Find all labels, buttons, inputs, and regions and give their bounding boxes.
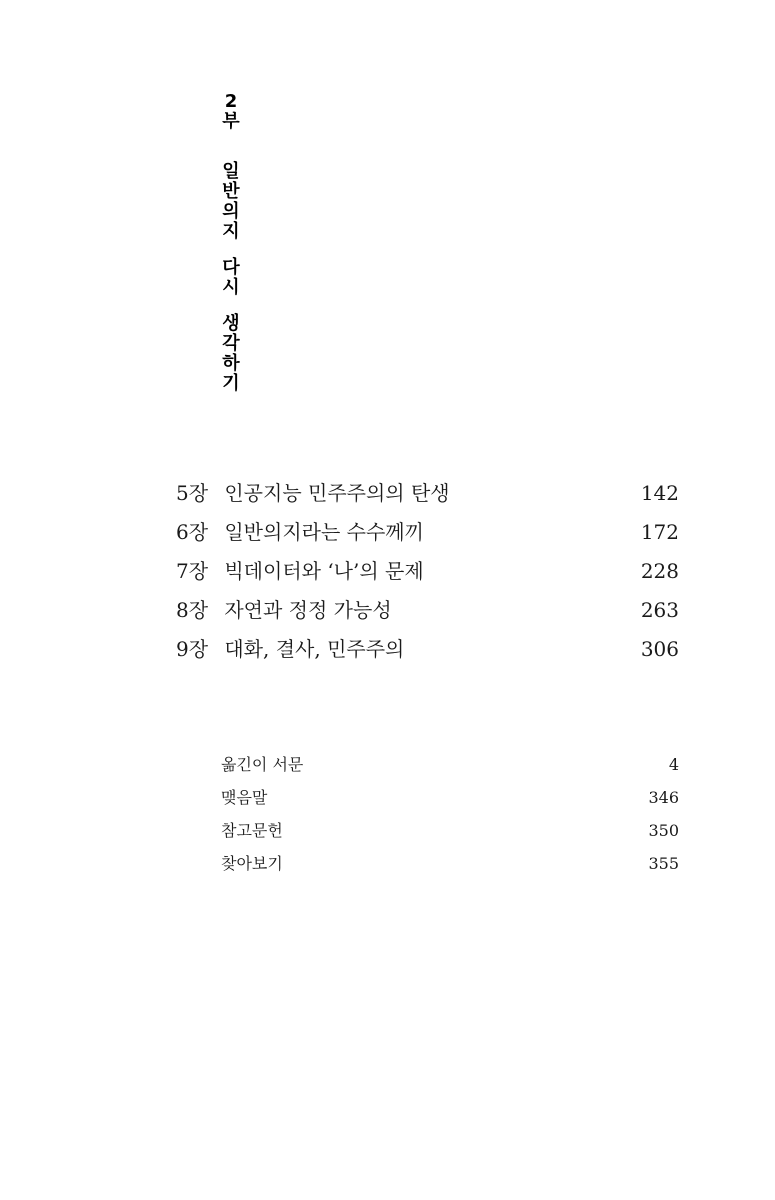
chapter-number: 7장: [176, 559, 209, 583]
back-matter-title: 찾아보기: [221, 854, 283, 873]
chapter-title: 인공지능 민주주의의 탄생: [224, 481, 450, 505]
chapter-number: 5장: [176, 481, 209, 505]
chapter-page: 228: [640, 559, 679, 583]
back-matter-list: [221, 752, 679, 884]
chapter-heading: [176, 478, 450, 508]
back-matter-title: 옮긴이 서문: [221, 755, 304, 774]
back-matter-page: 350: [648, 821, 679, 840]
back-matter-page: 355: [648, 854, 679, 873]
chapter-page: 306: [640, 637, 679, 661]
chapter-title: 빅데이터와 ‘나’의 문제: [224, 559, 424, 583]
chapter-number: 9장: [176, 637, 209, 661]
part-title-char: 다: [222, 257, 240, 278]
part-title-word-1: [216, 162, 246, 242]
chapter-heading: [176, 595, 392, 625]
back-matter-entry[interactable]: [221, 818, 679, 851]
chapter-entry[interactable]: [176, 595, 679, 634]
part-title-char: 생: [222, 313, 240, 334]
part-title-word-3: [216, 314, 246, 394]
chapter-number: 6장: [176, 520, 209, 544]
chapter-page: 172: [640, 520, 679, 544]
chapter-entry[interactable]: [176, 478, 679, 517]
part-number-digit: 2: [224, 91, 238, 112]
chapter-entry[interactable]: [176, 556, 679, 595]
part-title-char: 의: [222, 201, 240, 222]
back-matter-page: 4: [668, 755, 679, 774]
chapter-title: 일반의지라는 수수께끼: [224, 520, 424, 544]
back-matter-title: 참고문헌: [221, 821, 283, 840]
chapter-list: [176, 478, 679, 673]
chapter-entry[interactable]: [176, 517, 679, 556]
part-title-char: 각: [222, 333, 240, 354]
chapter-heading: [176, 556, 424, 586]
chapter-title: 자연과 정정 가능성: [224, 598, 392, 622]
chapter-title: 대화, 결사, 민주주의: [224, 637, 405, 661]
part-number: [216, 92, 246, 132]
chapter-number: 8장: [176, 598, 209, 622]
part-title-char: 일: [222, 161, 240, 182]
back-matter-page: 346: [648, 788, 679, 807]
part-title-word-2: [216, 258, 246, 298]
back-matter-entry[interactable]: [221, 851, 679, 884]
part-heading: [216, 92, 246, 394]
part-title-char: 반: [222, 181, 240, 202]
part-title-char: 지: [222, 221, 240, 242]
part-number-suffix: 부: [222, 111, 240, 132]
back-matter-title: 맺음말: [221, 788, 268, 807]
back-matter-entry[interactable]: [221, 785, 679, 818]
back-matter-entry[interactable]: [221, 752, 679, 785]
part-title-char: 기: [222, 373, 240, 394]
chapter-page: 263: [640, 598, 679, 622]
chapter-page: 142: [640, 481, 679, 505]
chapter-heading: [176, 517, 424, 547]
chapter-heading: [176, 634, 404, 664]
chapter-entry[interactable]: [176, 634, 679, 673]
part-title-char: 시: [222, 277, 240, 298]
part-title-char: 하: [222, 353, 240, 374]
